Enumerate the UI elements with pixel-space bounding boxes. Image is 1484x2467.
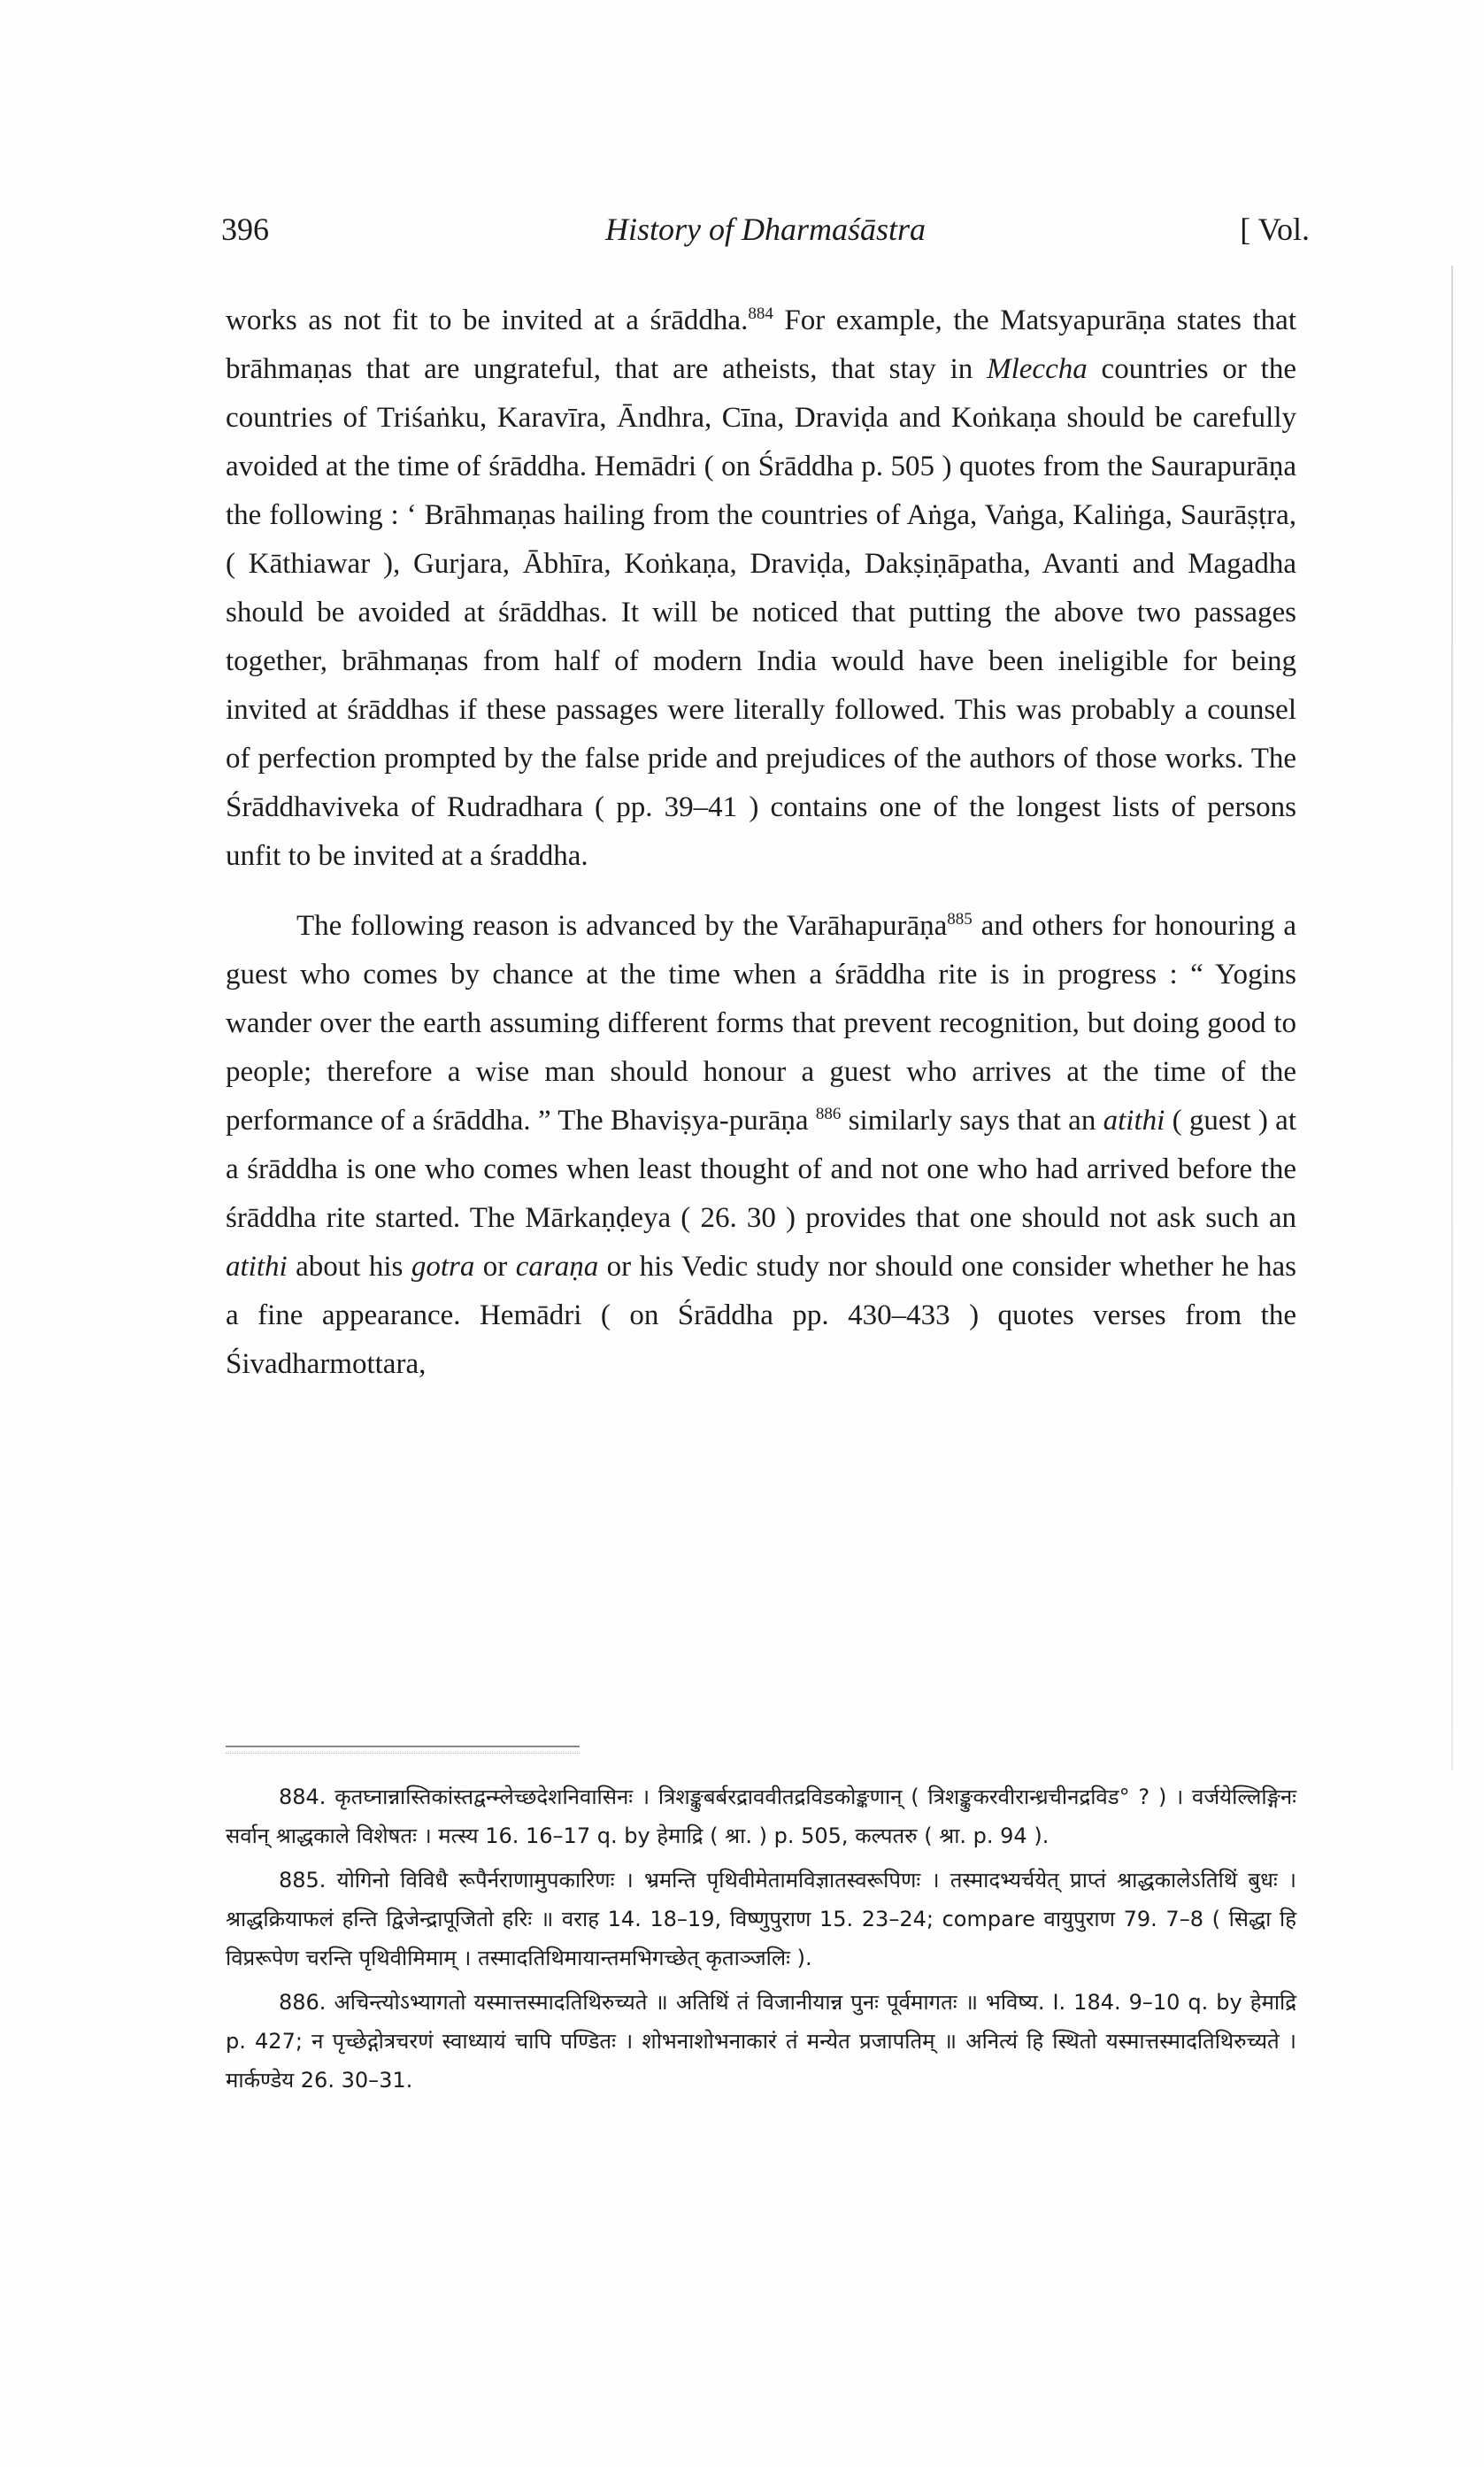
paragraph-2-part-d: ( guest ) at a śrāddha is one who comes when least thought of and not one who had arrived before the śrāddha rite started. The Mārkaṇḍeya ( 26. 30 ) provides that one should not ask such an: [226, 1105, 1296, 1234]
footnote-885: 885. योगिनो विविधै रूपैर्नराणामुपकारिणः । भ्रमन्ति पृथिवीमेतामविज्ञातस्वरूपिणः । तस्मादभ्यर्चयेत् प्राप्तं श्राद्धकालेऽतिथिं बुधः । श्राद्धक्रियाफलं हन्ति द्विजेन्द्रापूजितो हरिः ॥ वराह 14. 18–19, विष्णुपुराण 15. 23–24; compare वायुपुराण 79. 7–8 ( सिद्धा हि विप्ररूपेण चरन्ति पृथिवीमिमाम् । तस्मादतिथिमायान्तमभिगच्छेत् कृताञ्जलिः ).: [226, 1868, 1296, 1970]
paragraph-2-part-e: about his: [287, 1251, 411, 1283]
paragraph-1-part-b: For example, the Matsyapurāṇa states that brāhmaṇas that are ungrateful, that are atheists, that stay in: [226, 305, 1296, 385]
paragraph-2-part-c: similarly says that an: [841, 1105, 1103, 1137]
term-mleccha: Mleccha: [987, 353, 1088, 385]
main-text: [226, 297, 1296, 1389]
paragraph-1-part-c: countries or the countries of Triśaṅku, Karavīra, Āndhra, Cīna, Draviḍa and Koṅkaṇa should be carefully avoided at the time of śrāddha. Hemādri ( on Śrāddha p. 505 ) quotes from the Saurapurāṇa the following : ‘ Brāhmaṇas hailing from the countries of Aṅga, Vaṅga, Kaliṅga, Saurāṣṭra, ( Kāthiawar ), Gurjara, Ābhīra, Koṅkaṇa, Draviḍa, Dakṣiṇāpatha, Avanti and Magadha should be avoided at śrāddhas. It will be noticed that putting the above two passages together, brāhmaṇas from half of modern India would have been ineligible for being invited at śrāddhas if these passages were literally followed. This was probably a counsel of perfection prompted by the false pride and prejudices of the authors of those works. The Śrāddhaviveka of Rudradhara ( pp. 39–41 ) contains one of the longest lists of persons unfit to be invited at a śraddha.: [226, 353, 1296, 872]
footnotes: [226, 1777, 1296, 2105]
page-number: 396: [221, 212, 269, 247]
footnote-ref-886: 886: [815, 1105, 842, 1123]
paragraph-2: [226, 902, 1296, 1389]
footnote-ref-884: 884: [748, 305, 773, 323]
paragraph-2-part-g: or his Vedic study nor should one consider whether he has a fine appearance. Hemādri ( on Śrāddha pp. 430–433 ) quotes verses from the Śivadharmottara,: [226, 1251, 1296, 1380]
term-atithi-2: atithi: [226, 1251, 288, 1283]
paragraph-2-part-f: or: [474, 1251, 516, 1283]
term-gotra: gotra: [411, 1251, 475, 1283]
paragraph-1: [226, 297, 1296, 881]
paragraph-2-part-b: and others for honouring a guest who comes by chance at the time when a śrāddha rite is in progress : “ Yogins wander over the earth assuming different forms that prevent recognition, but doing good to people; therefore a wise man should honour a guest who arrives at the time of the performance of a śrāddha. ” The Bhaviṣya-purāṇa: [226, 910, 1297, 1137]
running-header: [221, 211, 1310, 255]
term-atithi: atithi: [1103, 1105, 1165, 1137]
running-title: History of Dharmaśāstra: [604, 212, 927, 247]
page-edge-shadow: [1451, 266, 1453, 1770]
footnote-886: 886. अचिन्त्योऽभ्यागतो यस्मात्तस्मादतिथिरुच्यते ॥ अतिथिं तं विजानीयान्न पुनः पूर्वमागतः ॥ भविष्य. I. 184. 9–10 q. by हेमाद्रि p. 427; न पृच्छेद्गोत्रचरणं स्वाध्यायं चापि पण्डितः । शोभनाशोभनाकारं तं मन्येत प्रजापतिम् ॥ अनित्यं हि स्थितो यस्मात्तस्मादतिथिरुच्यते । मार्कण्डेय 26. 30–31.: [226, 1990, 1296, 2093]
paragraph-1-part-a: works as not fit to be invited at a śrāddha.: [226, 305, 749, 336]
footnote-separator: [226, 1746, 580, 1754]
paragraph-2-part-a: The following reason is advanced by the Varāhapurāṇa: [296, 910, 948, 942]
volume-label: [ Vol.: [1240, 212, 1310, 247]
term-carana: caraṇa: [515, 1251, 599, 1283]
footnote-ref-885: 885: [947, 910, 973, 929]
footnote-884: 884. कृतघ्नान्नास्तिकांस्तद्वन्म्लेच्छदेशनिवासिनः । त्रिशङ्कुबर्बरद्राववीतद्रविडकोङ्कणान् ( त्रिशङ्कुकरवीरान्ध्रचीनद्रविड° ? ) । वर्जयेल्लिङ्गिनः सर्वान् श्राद्धकाले विशेषतः । मत्स्य 16. 16–17 q. by हेमाद्रि ( श्रा. ) p. 505, कल्पतरु ( श्रा. p. 94 ).: [226, 1785, 1296, 1848]
